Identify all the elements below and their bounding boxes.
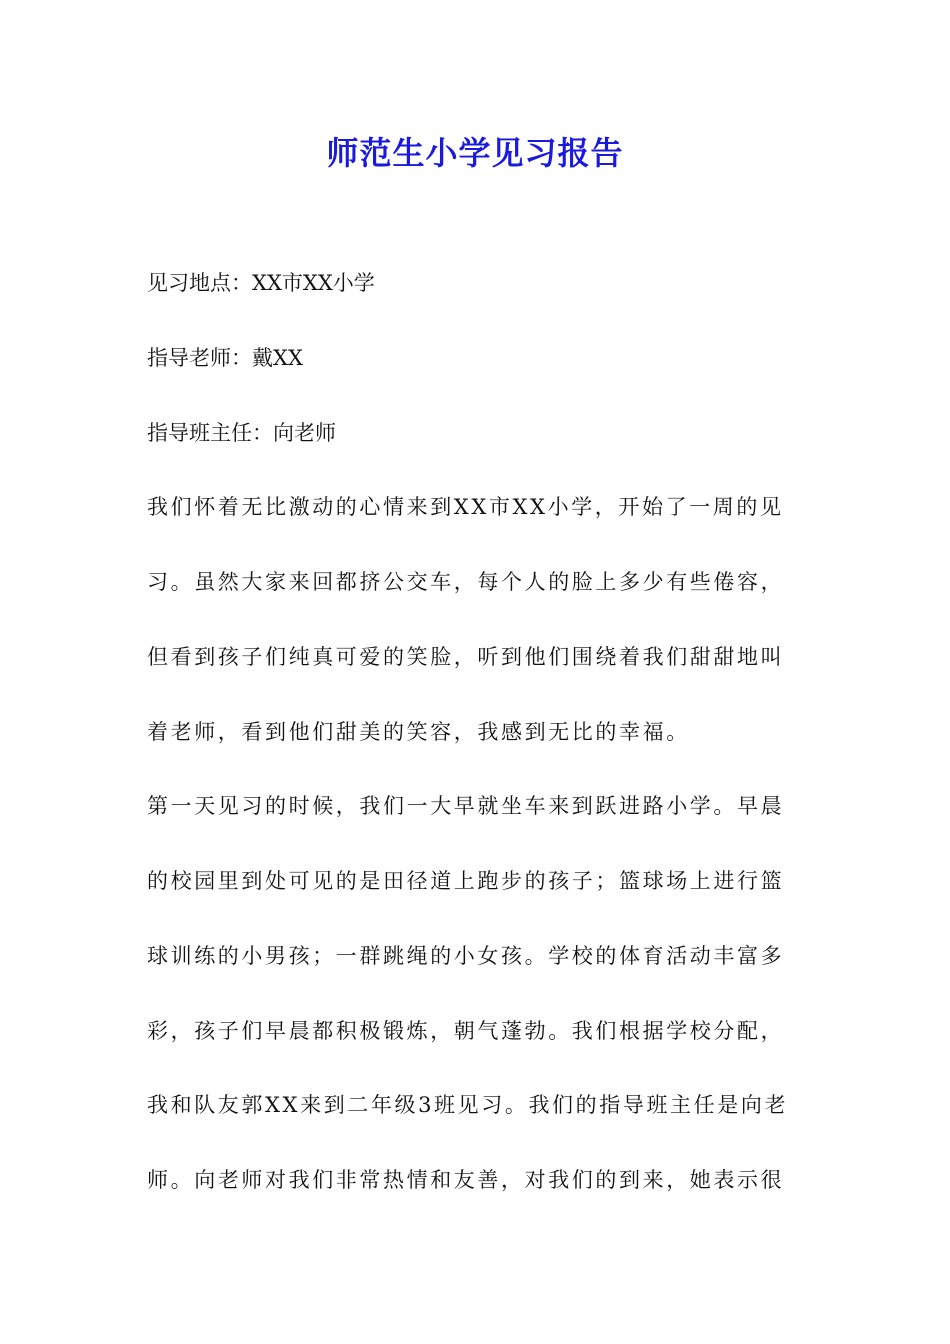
paragraph-2-line: 我和队友郭XX来到二年级3班见习。我们的指导班主任是向老 [147,1093,789,1117]
paragraph-1-line: 习。虽然大家来回都挤公交车，每个人的脸上多少有些倦容， [147,570,785,594]
info-class-teacher: 指导班主任：向老师 [147,421,336,445]
paragraph-1-line: 我们怀着无比激动的心情来到XX市XX小学，开始了一周的见 [147,495,784,519]
info-location: 见习地点：XX市XX小学 [147,271,375,295]
paragraph-2-line: 的校园里到处可见的是田径道上跑步的孩子；篮球场上进行篮 [147,869,785,893]
paragraph-1-line: 着老师，看到他们甜美的笑容，我感到无比的幸福。 [147,720,690,744]
document-title: 师范生小学见习报告 [326,134,624,172]
paragraph-2-line: 师。向老师对我们非常热情和友善，对我们的到来，她表示很 [147,1168,785,1192]
paragraph-1-line: 但看到孩子们纯真可爱的笑脸，听到他们围绕着我们甜甜地叫 [147,645,785,669]
paragraph-2-line: 第一天见习的时候，我们一大早就坐车来到跃进路小学。早晨 [147,794,785,818]
info-teacher: 指导老师：戴XX [147,346,303,370]
paragraph-2-line: 球训练的小男孩；一群跳绳的小女孩。学校的体育活动丰富多 [147,944,785,968]
paragraph-2-line: 彩，孩子们早晨都积极锻炼，朝气蓬勃。我们根据学校分配， [147,1019,785,1043]
